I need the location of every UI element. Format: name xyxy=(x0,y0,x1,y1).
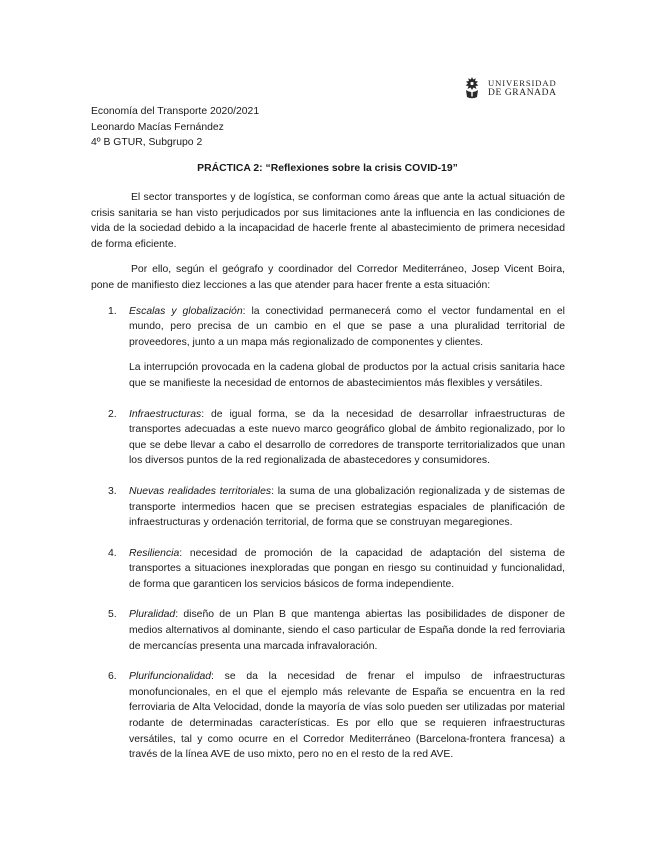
lessons-intro-paragraph: Por ello, según el geógrafo y coordinador del Corredor Mediterráneo, Josep Vicent Boira, pone de manifiesto diez lecciones a las que atender para hacer frente a esta situación: xyxy=(91,264,565,291)
list-item-text: : la suma de una globalización regionalizada y de sistemas de transporte intermedios hacen que se precisen estrategias espaciales de planificación de infraestructuras y ordenación territorial, de forma que se construyan megaregiones. xyxy=(129,485,565,529)
list-item-text: : la conectividad permanecerá como el vector fundamental en el mundo, pero precisa de un cambio en el que se pase a una pluralidad territorial de proveedores, junto a un mapa más regionalizado de componentes y clientes. xyxy=(129,305,565,348)
list-item-number: 4. xyxy=(108,547,117,559)
document-body xyxy=(91,190,565,778)
title-text: “Reflexiones sobre la crisis COVID-19” xyxy=(262,163,458,174)
list-item-term: Resiliencia xyxy=(129,547,180,559)
course-name: Economía del Transporte 2020/2021 xyxy=(91,106,260,117)
author-name: Leonardo Macías Fernández xyxy=(91,121,224,133)
list-item-number: 5. xyxy=(108,609,117,621)
list-item xyxy=(91,546,565,593)
list-item-text: : de igual forma, se da la necesidad de desarrollar infraestructuras de transportes adecuadas a este nuevo marco geográfico global de ámbito regionalizado, por lo que se debe llevar a cabo el desarrollo de corredores de transporte territorializados que unan los diversos puntos de la red regionalizada de abastecedores y consumidores. xyxy=(129,408,565,467)
list-item-extra: La interrupción provocada en la cadena global de productos por la actual crisis sanitaria hace que se manifieste la necesidad de entornos de abastecimientos más flexibles y versátiles. xyxy=(129,362,565,389)
list-item-text: : se da la necesidad de frenar el impulso de infraestructuras monofuncionales, en el que el ejemplo más relevante de España se encuentra en la red ferroviaria de Alta Velocidad, donde la mayoría de vías solo pueden ser utilizadas por material rodante de determinadas características. Es por ello que se requieren infraestructuras versátiles, tal y como ocurre en el Corredor Mediterráneo (Barcelona-frontera francesa) a través de la línea AVE de uso mixto, pero no en el resto de la red AVE. xyxy=(129,671,565,761)
list-item xyxy=(91,407,565,469)
list-item-term: Infraestructuras xyxy=(129,408,202,420)
list-item-number: 1. xyxy=(108,305,117,317)
list-item xyxy=(91,669,565,763)
list-item-term: Escalas y globalización xyxy=(129,305,243,317)
group-name: 4º B GTUR, Subgrupo 2 xyxy=(91,137,203,148)
list-item xyxy=(91,484,565,531)
list-item xyxy=(91,304,565,392)
intro-paragraph: El sector transportes y de logística, se conforman como áreas que ante la actual situación de crisis sanitaria se han visto perjudicados por sus limitaciones ante la influencia en las condiciones de vida de la sociedad debido a la incapacidad de hacerle frente al abastecimiento de primera necesidad de forma eficiente. xyxy=(91,192,565,250)
title-label: PRÁCTICA 2: xyxy=(197,163,263,174)
list-item-term: Nuevas realidades territoriales xyxy=(129,485,272,497)
university-name-line2: DE GRANADA xyxy=(488,88,557,98)
list-item-number: 6. xyxy=(108,671,117,683)
list-item-text: : necesidad de promoción de la capacidad de adaptación del sistema de transportes a situaciones inexploradas que pongan en riesgo su continuidad y funcionalidad, de forma que garanticen los servicios básicos de forma independiente. xyxy=(129,547,565,590)
university-name xyxy=(488,78,557,98)
document-header xyxy=(91,104,259,151)
list-item xyxy=(91,607,565,654)
list-item-term: Plurifuncionalidad xyxy=(129,671,212,683)
list-item-text: : diseño de un Plan B que mantenga abiertas las posibilidades de disponer de medios alternativos al dominante, siendo el caso particular de España donde la red ferroviaria de mercancías presenta una marcada infravaloración. xyxy=(129,609,565,652)
list-item-number: 3. xyxy=(108,485,117,497)
document-title xyxy=(0,162,655,176)
list-item-term: Pluralidad xyxy=(129,609,176,621)
university-crest-icon xyxy=(462,76,482,100)
lessons-list xyxy=(91,304,565,763)
list-item-number: 2. xyxy=(108,408,117,420)
university-logo xyxy=(462,76,557,100)
university-name-line1: UNIVERSIDAD xyxy=(488,78,557,88)
